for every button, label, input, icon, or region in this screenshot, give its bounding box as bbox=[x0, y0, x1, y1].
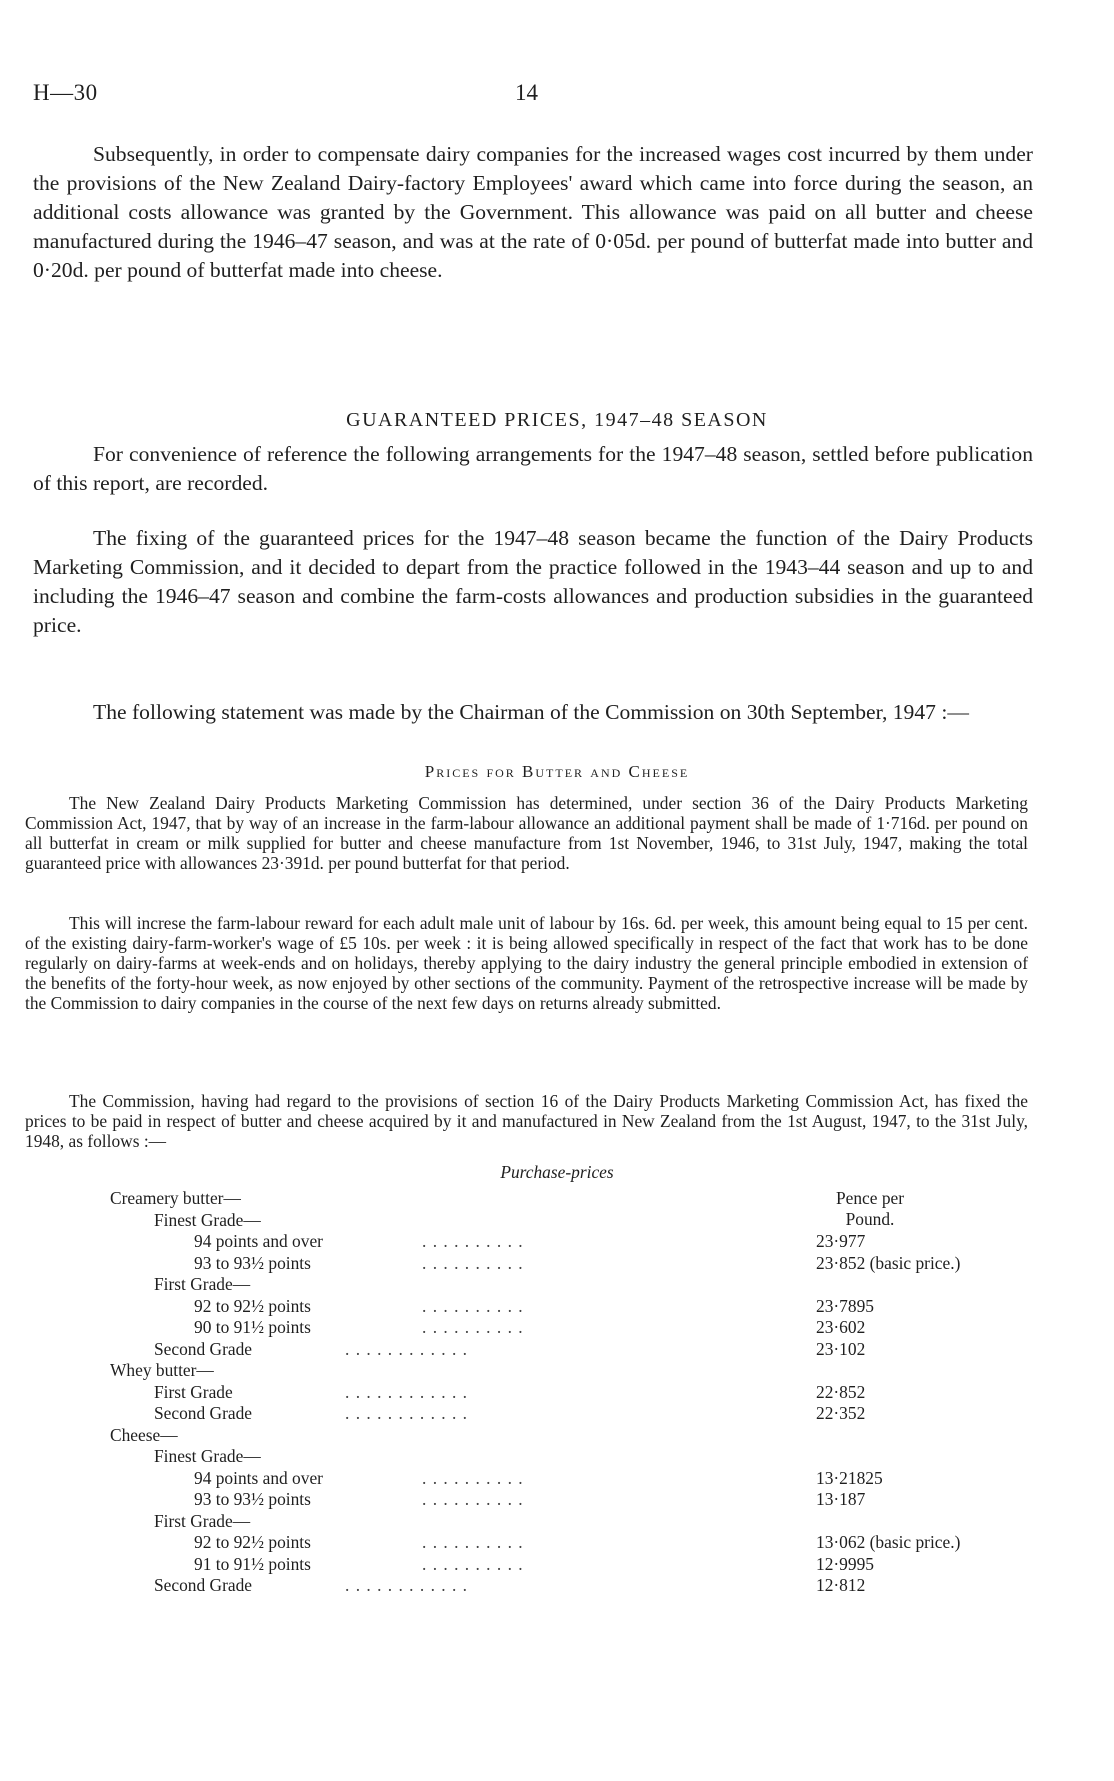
statement-paragraph-2 bbox=[25, 913, 1028, 1013]
price-table-caption: Purchase-prices bbox=[500, 1162, 614, 1182]
row-label: First Grade bbox=[154, 1381, 233, 1402]
row-label: Cheese— bbox=[110, 1424, 178, 1445]
row-label: Finest Grade— bbox=[154, 1446, 261, 1466]
paragraph-convenience bbox=[33, 440, 1033, 498]
table-row bbox=[110, 1188, 1060, 1210]
row-price: 22·852 bbox=[816, 1381, 866, 1402]
table-row bbox=[110, 1360, 1060, 1382]
statement-text: This will increse the farm-labour reward for each adult male unit of labour by 16s. 6d. per week, this amount being equal to 15 per cent. of the existing dairy-farm-worker's wage of £5 10s. per week : it is being allowed specifically in respect of the fact that work has to be done regularly on dairy-farms at week-ends and on holidays, thereby applying to the dairy industry the general principle embodied in extension of the benefits of the forty-hour week, as now enjoyed by other sections of the community. Payment of the retrospective increase will be made by the Commission to dairy companies in the course of the next few days on returns already submitted. bbox=[25, 913, 1028, 1013]
table-row bbox=[110, 1532, 1060, 1554]
paragraph-cost-allowance bbox=[33, 140, 1033, 285]
row-price: 22·352 bbox=[816, 1403, 866, 1423]
dot-leaders: . . . . . . . . . . . . bbox=[345, 1575, 468, 1595]
row-label: Second Grade bbox=[154, 1338, 253, 1359]
dot-leaders: . . . . . . . . . . bbox=[422, 1467, 524, 1488]
unit-header-line: Pound. bbox=[845, 1209, 895, 1229]
row-label: Creamery butter— bbox=[110, 1188, 241, 1208]
dot-leaders: . . . . . . . . . . bbox=[422, 1489, 524, 1509]
row-label: Second Grade bbox=[154, 1575, 253, 1595]
section-heading: GUARANTEED PRICES, 1947–48 SEASON bbox=[346, 409, 768, 431]
table-row bbox=[110, 1468, 1060, 1490]
paragraph-fixing-prices bbox=[33, 524, 1033, 640]
paragraph-text: For convenience of reference the following arrangements for the 1947–48 season, settled before publication of this report, are recorded. bbox=[33, 442, 1033, 495]
row-price: 23·7895 bbox=[816, 1295, 874, 1316]
row-label: 92 to 92½ points bbox=[194, 1295, 311, 1316]
table-row bbox=[110, 1382, 1060, 1404]
row-label: 93 to 93½ points bbox=[194, 1489, 311, 1509]
statement-heading: Prices for Butter and Cheese bbox=[424, 762, 690, 781]
paragraph-text: The fixing of the guaranteed prices for the 1947–48 season became the function of the Dairy Products Marketing Commission, and it decided to depart from the practice followed in the 1943–44 season and up to and including the 1946–47 season and combine the farm-costs allowances and production subsidies in the guaranteed price. bbox=[33, 526, 1033, 637]
dot-leaders: . . . . . . . . . . bbox=[422, 1252, 524, 1273]
table-row bbox=[110, 1253, 1060, 1275]
row-label: 94 points and over bbox=[194, 1467, 323, 1488]
row-label: 90 to 91½ points bbox=[194, 1317, 311, 1337]
dot-leaders: . . . . . . . . . . . . bbox=[345, 1338, 468, 1359]
row-price: 23·602 bbox=[816, 1317, 866, 1337]
row-price: 13·187 bbox=[816, 1489, 866, 1509]
paragraph-text: The following statement was made by the Chairman of the Commission on 30th September, 1947 :— bbox=[93, 700, 969, 724]
paragraph-text: Subsequently, in order to compensate dairy companies for the increased wages cost incurred by them under the provisions of the New Zealand Dairy-factory Employees' award which came into force during the season, an additional costs allowance was granted by the Government. This allowance was paid on all butter and cheese manufactured during the 1946–47 season, and was at the rate of 0·05d. per pound of butterfat made into butter and 0·20d. per pound of butterfat made into cheese. bbox=[33, 142, 1033, 282]
statement-text: The New Zealand Dairy Products Marketing Commission has determined, under section 36 of the Dairy Products Marketing Commission Act, 1947, that by way of an increase in the farm-labour allowance an additional payment shall be made of 1·716d. per pound on all butterfat in cream or milk supplied for butter and cheese manufacture from 1st November, 1946, to 31st July, 1947, making the total guaranteed price with allowances 23·391d. per pound butterfat for that period. bbox=[25, 793, 1028, 873]
row-label: 93 to 93½ points bbox=[194, 1252, 311, 1273]
page-number: 14 bbox=[515, 80, 538, 105]
row-price: 23·102 bbox=[816, 1338, 866, 1359]
table-row bbox=[110, 1511, 1060, 1533]
row-label: Second Grade bbox=[154, 1403, 253, 1423]
dot-leaders: . . . . . . . . . . . . bbox=[345, 1381, 468, 1402]
row-price: 23·977 bbox=[816, 1231, 866, 1251]
row-price: 12·812 bbox=[816, 1575, 866, 1595]
table-row bbox=[110, 1274, 1060, 1296]
table-row bbox=[110, 1575, 1060, 1597]
row-price: 12·9995 bbox=[816, 1553, 874, 1574]
table-row bbox=[110, 1317, 1060, 1339]
report-code: H—30 bbox=[33, 80, 98, 105]
row-label: First Grade— bbox=[154, 1510, 251, 1531]
table-row bbox=[110, 1425, 1060, 1447]
dot-leaders: . . . . . . . . . . bbox=[422, 1231, 524, 1251]
row-label: First Grade— bbox=[154, 1274, 251, 1294]
row-price: 13·062 (basic price.) bbox=[816, 1532, 961, 1552]
table-row bbox=[110, 1403, 1060, 1425]
table-row bbox=[110, 1554, 1060, 1576]
dot-leaders: . . . . . . . . . . bbox=[422, 1553, 524, 1574]
unit-header-line: Pence per bbox=[835, 1188, 905, 1208]
dot-leaders: . . . . . . . . . . bbox=[422, 1532, 524, 1552]
price-table bbox=[110, 1188, 1060, 1597]
statement-paragraph-3 bbox=[25, 1091, 1028, 1151]
dot-leaders: . . . . . . . . . . bbox=[422, 1295, 524, 1316]
table-row bbox=[110, 1446, 1060, 1468]
row-label: 91 to 91½ points bbox=[194, 1553, 311, 1574]
table-row bbox=[110, 1231, 1060, 1253]
dot-leaders: . . . . . . . . . . bbox=[422, 1317, 524, 1337]
statement-paragraph-1 bbox=[25, 793, 1028, 873]
row-price: 23·852 (basic price.) bbox=[816, 1252, 961, 1273]
table-row bbox=[110, 1210, 1060, 1232]
row-label: Finest Grade— bbox=[154, 1209, 261, 1230]
table-row bbox=[110, 1489, 1060, 1511]
statement-text: The Commission, having had regard to the provisions of section 16 of the Dairy Products Marketing Commission Act, has fixed the prices to be paid in respect of butter and cheese acquired by it and manufactured in New Zealand from the 1st August, 1947, to the 31st July, 1948, as follows :— bbox=[25, 1091, 1028, 1151]
paragraph-statement-intro bbox=[33, 698, 1033, 727]
dot-leaders: . . . . . . . . . . . . bbox=[345, 1403, 468, 1423]
row-price: 13·21825 bbox=[816, 1467, 883, 1488]
row-label: 94 points and over bbox=[194, 1231, 323, 1251]
row-label: Whey butter— bbox=[110, 1360, 214, 1380]
table-row bbox=[110, 1339, 1060, 1361]
row-label: 92 to 92½ points bbox=[194, 1532, 311, 1552]
table-row bbox=[110, 1296, 1060, 1318]
